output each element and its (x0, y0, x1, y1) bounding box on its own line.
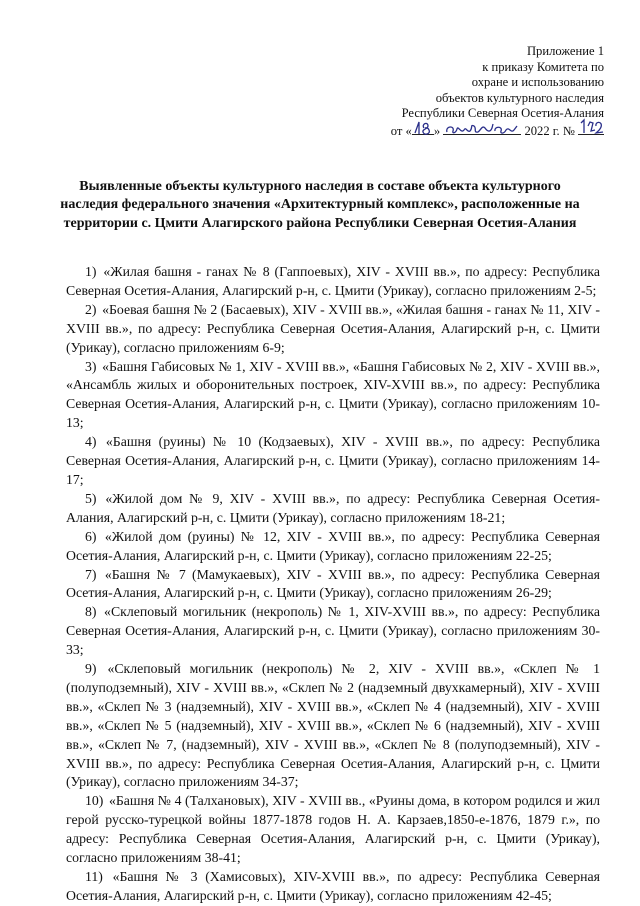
item-text: «Склеповый могильник (некрополь) № 1, XIV-XVIII вв.», по адресу: Республика Северная Осетия-Алания, Алагирский р-н, с. Цмити (Урикау), согласно приложениям 30-33; (66, 604, 600, 658)
list-item (66, 792, 600, 868)
appendix-line: охране и использованию (471, 75, 604, 90)
handwritten-day (412, 122, 434, 135)
item-text: «Боевая башня № 2 (Басаевых), XIV - XVIII вв.», «Жилая башня - ганах № 11, XIV - XVIII вв.», по адресу: Республика Северная Осетия-Алания, Алагирский р-н, с. Цмити (Урикау), согласно приложениям 6-9; (66, 301, 600, 355)
appendix-line: к приказу Комитета по (482, 59, 604, 74)
item-number: 8) (85, 604, 97, 620)
handwritten-order-number (578, 122, 604, 135)
item-number: 4) (85, 434, 97, 450)
list-item (66, 433, 600, 490)
document-title: Выявленные объекты культурного наследия в составе объекта культурного наследия федерального значения «Архитектурный комплекс», расположенные на территории с. Цмити Алагирского района Республики Северная Осетия-Алания (60, 179, 580, 231)
date-mid: » (433, 123, 441, 138)
handwritten-order-number-mark (578, 118, 604, 136)
list-item (66, 566, 600, 604)
list-item (66, 603, 600, 660)
item-number: 3) (85, 358, 97, 374)
appendix-header (264, 44, 604, 140)
item-text: «Башня Габисовых № 1, XIV - XVIII вв.», «Башня Габисовых № 2, XIV - XVIII вв.», «Ансамбль жилых и оборонительных построек, XIV-XVIII вв.», по адресу: Республика Северная Осетия-Алания, Алагирский р-н, с. Цмити (Урикау), согласно приложениям 10-13; (66, 358, 600, 431)
item-number: 10) (85, 793, 104, 809)
item-text: «Жилой дом (руины) № 12, XIV - XVIII вв.», по адресу: Республика Северная Осетия-Алания, Алагирский р-н, с. Цмити (Урикау), согласно приложениям 22-25; (66, 528, 600, 563)
item-number: 2) (85, 301, 97, 317)
item-number: 9) (85, 661, 97, 677)
list-item (66, 490, 600, 528)
list-item (66, 358, 600, 434)
item-number: 6) (85, 528, 97, 544)
item-number: 11) (85, 869, 103, 884)
handwritten-month-mark (443, 120, 521, 136)
item-number: 7) (85, 566, 97, 582)
item-text: «Башня (руины) № 10 (Кодзаевых), XIV - XVIII вв.», по адресу: Республика Северная Осетия-Алания, Алагирский р-н, с. Цмити (Урикау), согласно приложениям 14-17; (66, 434, 600, 487)
item-text: «Башня № 4 (Талхановых), XIV - XVIII вв., «Руины дома, в котором родился и жил герой русско-турецкой войны 1877-1878 годов Н. А. Карзаев,1850-е-1876, 1879 г.», по адресу: Республика Северная Осетия-Алания, Алагирский р-н, с. Цмити (Урикау), согласно приложениям 38-41; (66, 793, 600, 866)
handwritten-day-mark (412, 120, 434, 136)
appendix-line: Приложение 1 (526, 44, 604, 58)
item-number: 1) (85, 264, 97, 279)
list-item (66, 868, 600, 906)
list-item (66, 528, 600, 566)
list-item (66, 263, 600, 301)
objects-list (66, 263, 600, 906)
item-text: «Склеповый могильник (некрополь) № 2, XIV - XVIII вв.», «Склеп № 1 (полуподземный), XIV - XVIII вв.», «Склеп № 2 (надземный двухкамерный), XIV - XVIII вв.», «Склеп № 3 (надземный), XIV - XVIII вв.», «Склеп № 4 (надземный), XIV - XVIII вв.», «Склеп № 5 (надземный), XIV - XVIII вв.», «Склеп № 6 (надземный), XIV - XVIII вв.», «Склеп № 7, (надземный), XIV - XVIII вв.», «Склеп № 8 (полуподземный), XIV - XVIII вв.», по адресу: Республика Северная Осетия-Алания, Алагирский р-н, с. Цмити (Урикау), согласно приложениям 34-37; (66, 661, 601, 790)
order-date-line (264, 122, 604, 140)
list-item (66, 301, 600, 358)
item-text: «Жилая башня - ганах № 8 (Гаппоевых), XIV - XVIII вв.», по адресу: Республика Северная Осетия-Алания, Алагирский р-н, с. Цмити (Урикау), согласно приложениям 2-5; (66, 264, 600, 298)
date-prefix: от « (390, 123, 412, 138)
item-text: «Башня № 3 (Хамисовых), XIV-XVIII вв.», по адресу: Республика Северная Осетия-Алания, Алагирский р-н, с. Цмити (Урикау), согласно приложениям 42-45; (66, 869, 601, 903)
appendix-line: Республики Северная Осетия-Алания (401, 106, 604, 121)
list-item (66, 660, 600, 792)
item-text: «Жилой дом № 9, XIV - XVIII вв.», по адресу: Республика Северная Осетия-Алания, Алагирский р-н, с. Цмити (Урикау), согласно приложениям 18-21; (66, 490, 600, 525)
item-number: 5) (85, 490, 97, 506)
appendix-line: объектов культурного наследия (435, 90, 604, 105)
date-suffix: 2022 г. № (524, 123, 575, 138)
item-text: «Башня № 7 (Мамукаевых), XIV - XVIII вв.», по адресу: Республика Северная Осетия-Алания, Алагирский р-н, с. Цмити (Урикау), согласно приложениям 26-29; (66, 566, 600, 601)
handwritten-month (443, 122, 521, 135)
